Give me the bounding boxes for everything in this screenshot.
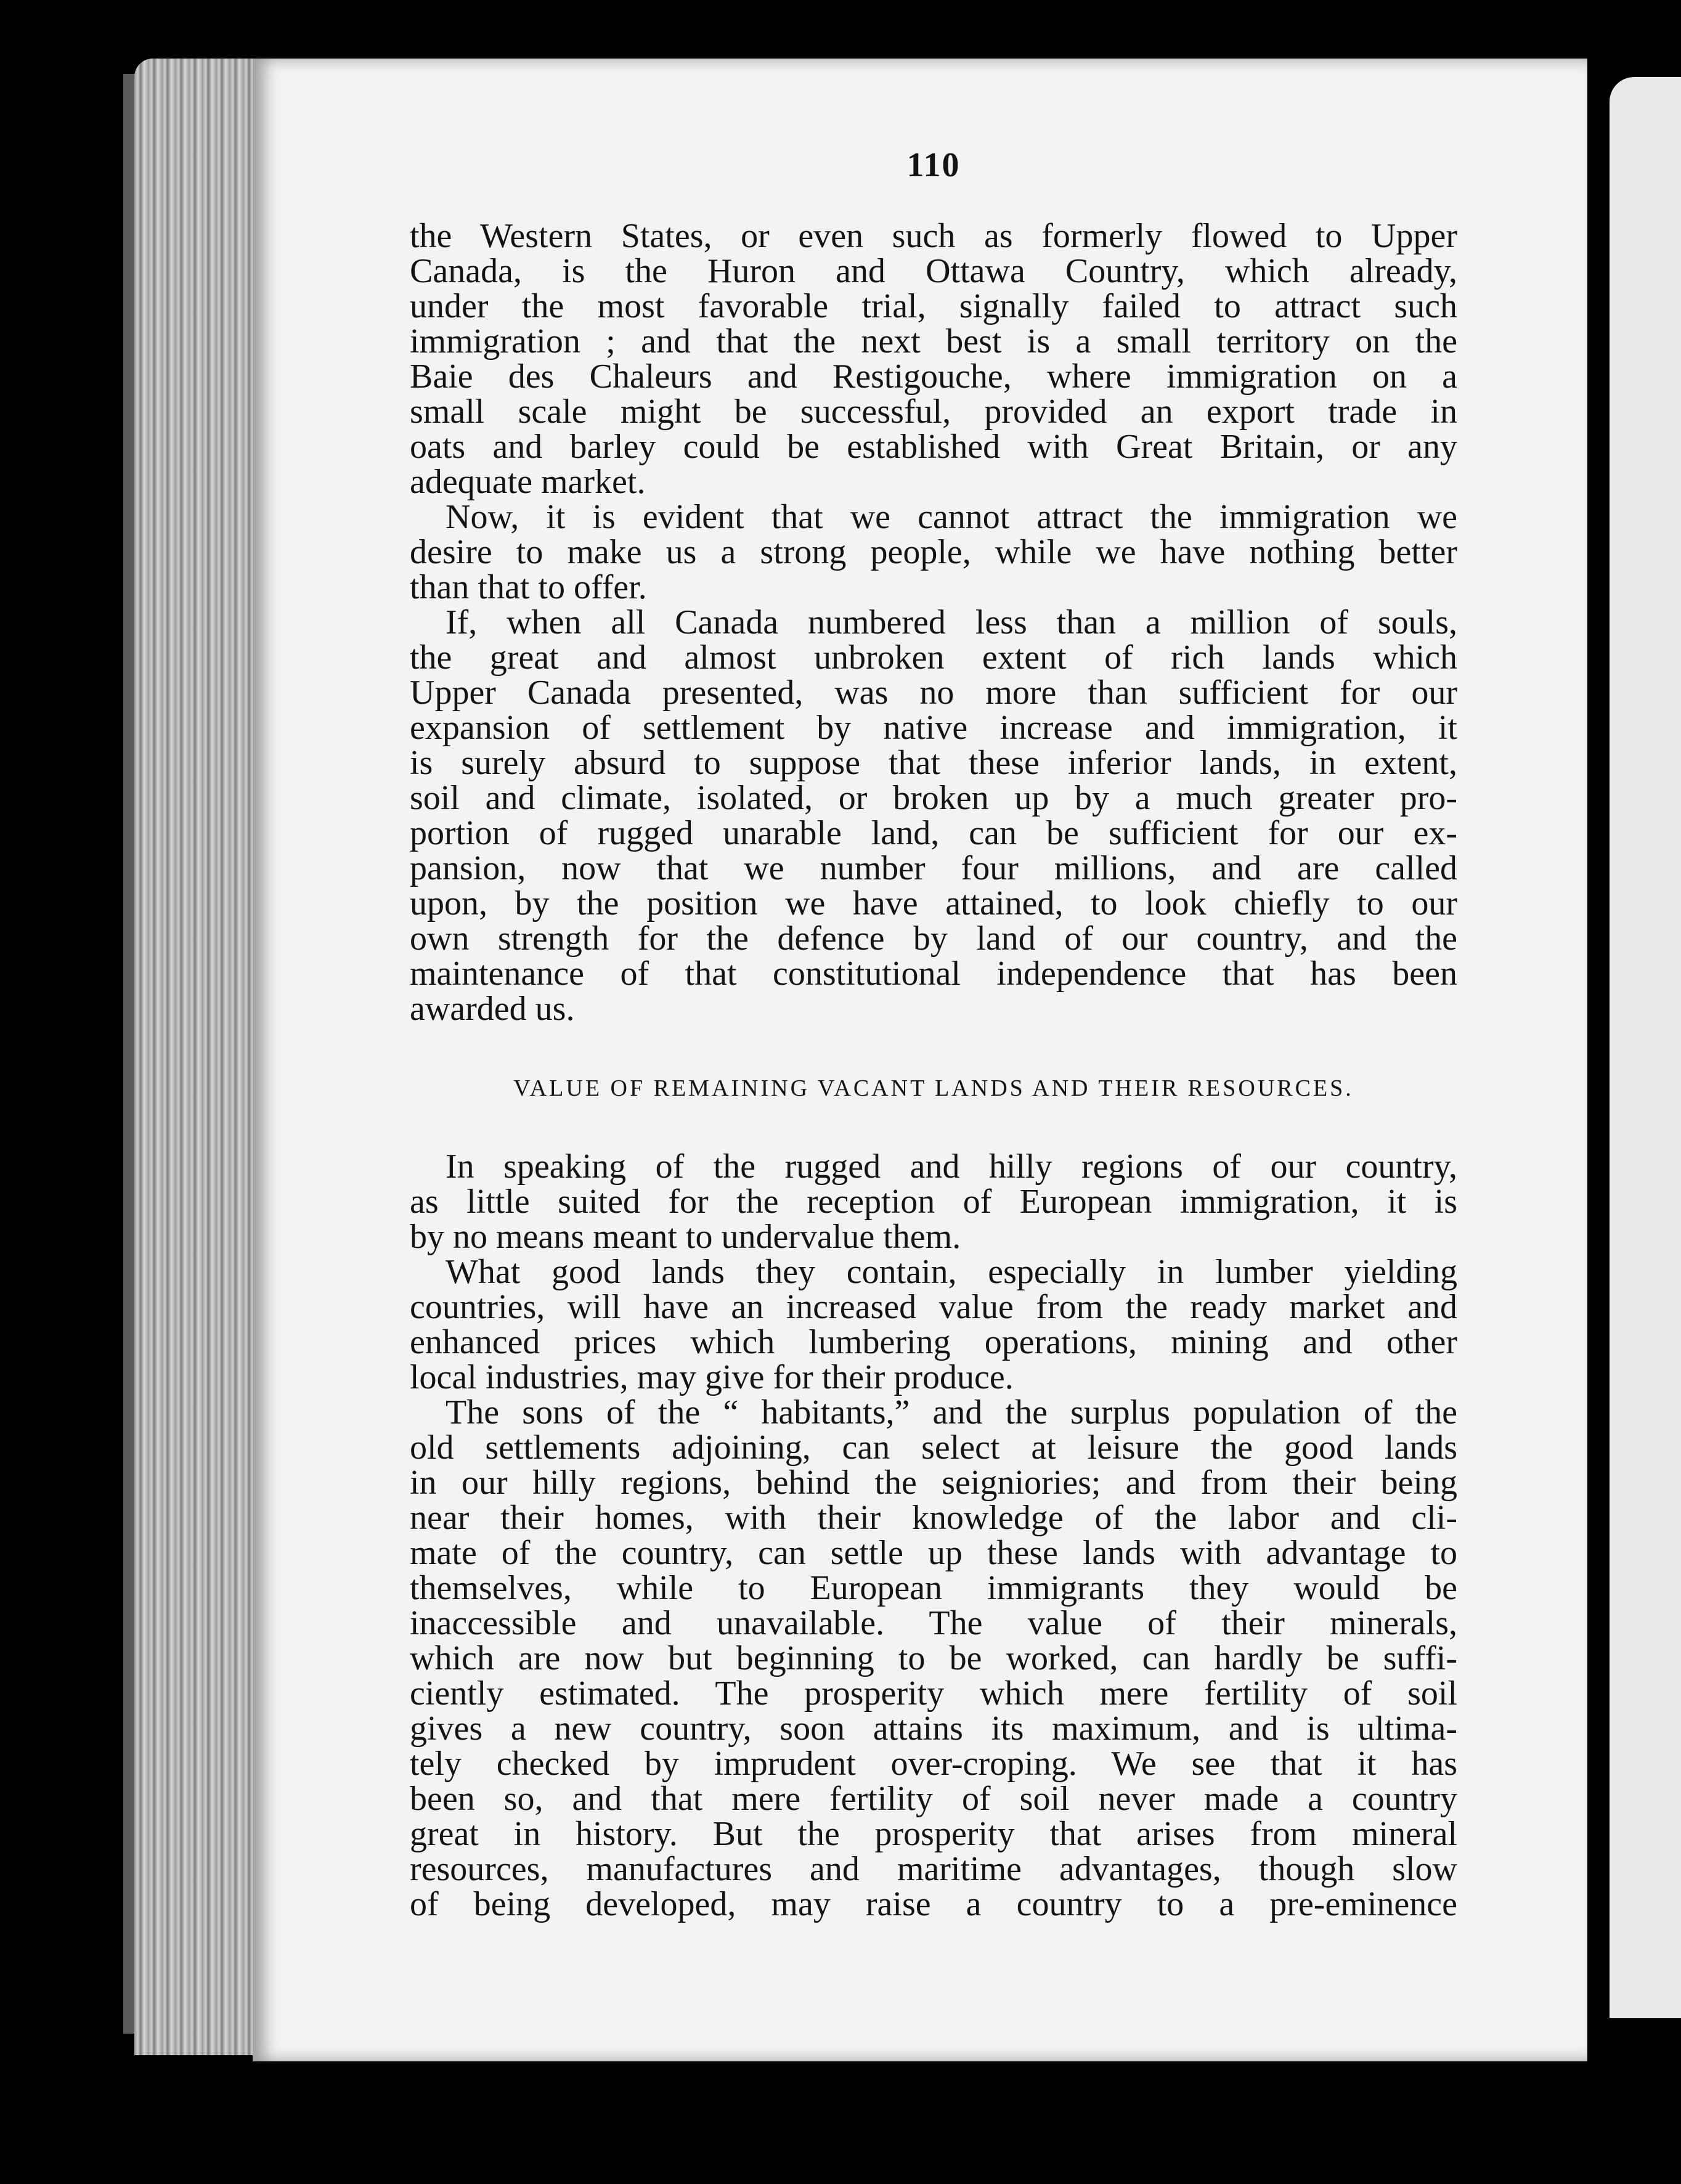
text-line: the Western States, or even such as formerly flowed to Upper: [410, 217, 1457, 255]
text-line: What good lands they contain, especially in lumber yielding: [446, 1253, 1457, 1291]
text-line: soil and climate, isolated, or broken up by a much greater pro-: [410, 779, 1457, 817]
text-line: awarded us.: [410, 990, 575, 1028]
text-line: which are now but beginning to be worked, can hardly be suffi-: [410, 1639, 1457, 1677]
text-line: Baie des Chaleurs and Restigouche, where immigration on a: [410, 357, 1457, 396]
text-line: inaccessible and unavailable. The value of their minerals,: [410, 1604, 1457, 1642]
text-line: as little suited for the reception of European immigration, it is: [410, 1183, 1457, 1221]
text-line: immigration ; and that the next best is a small territory on the: [410, 322, 1457, 361]
text-line: adequate market.: [410, 463, 646, 501]
section-heading: VALUE OF REMAINING VACANT LANDS AND THEIR RESOURCES.: [513, 1075, 1354, 1101]
next-page-edge: [1610, 77, 1681, 2018]
page-text-block: [410, 148, 1457, 1922]
text-line: pansion, now that we number four millions, and are called: [410, 849, 1457, 887]
page-number: 110: [906, 146, 961, 184]
text-line: If, when all Canada numbered less than a million of souls,: [446, 603, 1457, 642]
text-line: ciently estimated. The prosperity which mere fertility of soil: [410, 1674, 1457, 1713]
text-line: In speaking of the rugged and hilly regions of our country,: [446, 1147, 1457, 1186]
body-text-after-heading: [410, 1149, 1457, 1922]
text-line: local industries, may give for their produce.: [410, 1358, 1014, 1396]
text-line: upon, by the position we have attained, to look chiefly to our: [410, 884, 1457, 923]
text-line: mate of the country, can settle up these lands with advantage to: [410, 1534, 1457, 1572]
text-line: small scale might be successful, provided an export trade in: [410, 393, 1457, 431]
text-line: in our hilly regions, behind the seigniories; and from their being: [410, 1464, 1457, 1502]
text-line: desire to make us a strong people, while we have nothing better: [410, 533, 1457, 571]
text-line: old settlements adjoining, can select at leisure the good lands: [410, 1428, 1457, 1467]
text-line: themselves, while to European immigrants they would be: [410, 1569, 1457, 1607]
text-line: oats and barley could be established with Great Britain, or any: [410, 428, 1457, 466]
text-line: own strength for the defence by land of our country, and the: [410, 919, 1457, 958]
text-line: by no means meant to undervalue them.: [410, 1218, 961, 1256]
text-line: maintenance of that constitutional independence that has been: [410, 955, 1457, 993]
text-line: great in history. But the prosperity that arises from mineral: [410, 1815, 1457, 1853]
book-fore-edge: [134, 59, 264, 2055]
text-line: gives a new country, soon attains its maximum, and is ultima-: [410, 1709, 1457, 1748]
text-line: the great and almost unbroken extent of rich lands which: [410, 638, 1457, 677]
text-line: Now, it is evident that we cannot attract the immigration we: [446, 498, 1457, 536]
text-line: Upper Canada presented, was no more than sufficient for our: [410, 674, 1457, 712]
text-line: than that to offer.: [410, 568, 647, 606]
text-line: under the most favorable trial, signally failed to attract such: [410, 287, 1457, 325]
text-line: The sons of the “ habitants,” and the surplus population of the: [446, 1393, 1457, 1432]
text-line: portion of rugged unarable land, can be sufficient for our ex-: [410, 814, 1457, 852]
text-line: Canada, is the Huron and Ottawa Country, which already,: [410, 252, 1457, 290]
text-line: countries, will have an increased value from the ready market and: [410, 1288, 1457, 1326]
text-line: been so, and that mere fertility of soil never made a country: [410, 1780, 1457, 1818]
text-line: tely checked by imprudent over-croping. We see that it has: [410, 1745, 1457, 1783]
text-line: is surely absurd to suppose that these inferior lands, in extent,: [410, 744, 1457, 782]
text-line: near their homes, with their knowledge of the labor and cli-: [410, 1499, 1457, 1537]
text-line: enhanced prices which lumbering operations, mining and other: [410, 1323, 1457, 1361]
text-line: expansion of settlement by native increase and immigration, it: [410, 709, 1457, 747]
text-line: of being developed, may raise a country to a pre-eminence: [410, 1885, 1457, 1923]
body-text-before-heading: [410, 219, 1457, 1027]
text-line: resources, manufactures and maritime advantages, though slow: [410, 1850, 1457, 1888]
